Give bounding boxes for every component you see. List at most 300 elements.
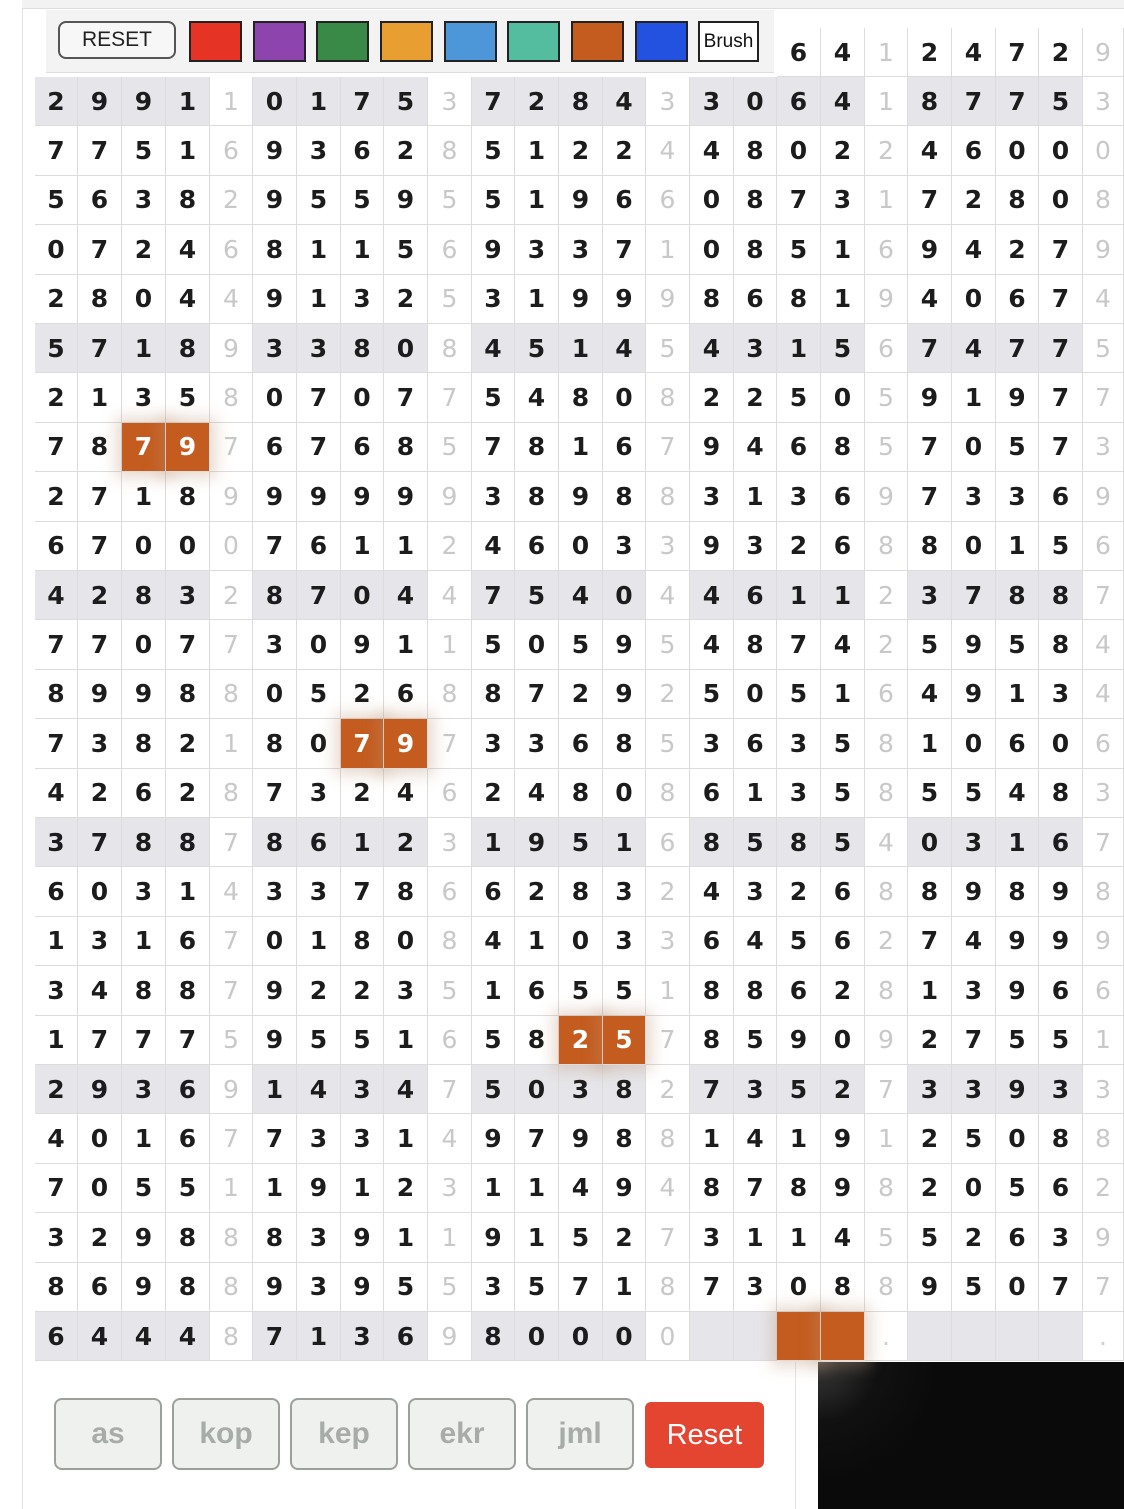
grid-cell[interactable]: 3 bbox=[428, 1164, 472, 1213]
grid-cell[interactable]: 5 bbox=[559, 620, 603, 669]
grid-cell[interactable]: 1 bbox=[384, 1016, 428, 1065]
grid-cell[interactable]: 2 bbox=[35, 472, 78, 521]
swatch-dark-orange[interactable] bbox=[571, 21, 624, 62]
grid-cell[interactable]: 1 bbox=[166, 126, 210, 175]
grid-cell[interactable]: 9 bbox=[865, 275, 908, 324]
grid-cell[interactable]: 1 bbox=[341, 522, 384, 571]
grid-cell[interactable]: 6 bbox=[515, 966, 559, 1015]
grid-cell[interactable]: 8 bbox=[1039, 571, 1083, 620]
grid-cell[interactable]: 4 bbox=[166, 275, 210, 324]
grid-cell[interactable]: 2 bbox=[166, 769, 210, 818]
grid-cell[interactable]: 4 bbox=[384, 769, 428, 818]
grid-cell[interactable]: 4 bbox=[865, 818, 908, 867]
grid-cell[interactable]: 9 bbox=[78, 77, 122, 126]
grid-cell[interactable]: 8 bbox=[166, 818, 210, 867]
grid-cell[interactable]: 1 bbox=[297, 917, 341, 966]
grid-cell[interactable]: 5 bbox=[952, 1263, 996, 1312]
grid-cell[interactable]: 8 bbox=[690, 1016, 734, 1065]
grid-cell[interactable]: 7 bbox=[210, 818, 253, 867]
grid-cell[interactable]: 4 bbox=[472, 522, 515, 571]
grid-cell[interactable]: 0 bbox=[996, 1263, 1039, 1312]
grid-cell[interactable]: 8 bbox=[210, 670, 253, 719]
grid-cell[interactable]: 9 bbox=[603, 1164, 646, 1213]
grid-cell[interactable]: 1 bbox=[952, 373, 996, 422]
grid-cell[interactable]: 8 bbox=[384, 423, 428, 472]
grid-cell[interactable]: 6 bbox=[35, 867, 78, 916]
grid-cell[interactable]: 6 bbox=[472, 867, 515, 916]
grid-cell[interactable]: 7 bbox=[996, 324, 1039, 373]
grid-cell[interactable]: 9 bbox=[341, 472, 384, 521]
grid-cell[interactable]: 1 bbox=[166, 867, 210, 916]
grid-cell[interactable]: 1 bbox=[559, 423, 603, 472]
grid-cell[interactable]: 5 bbox=[559, 1213, 603, 1262]
grid-cell[interactable]: 7 bbox=[1039, 324, 1083, 373]
grid-cell[interactable]: 7 bbox=[253, 1114, 297, 1163]
grid-cell[interactable]: 5 bbox=[341, 1016, 384, 1065]
grid-cell[interactable]: 3 bbox=[297, 769, 341, 818]
grid-cell[interactable]: 8 bbox=[996, 176, 1039, 225]
grid-cell[interactable]: 0 bbox=[253, 373, 297, 422]
grid-cell[interactable]: 8 bbox=[166, 324, 210, 373]
grid-cell[interactable]: 5 bbox=[122, 126, 166, 175]
grid-cell[interactable]: 3 bbox=[472, 1263, 515, 1312]
grid-cell[interactable]: 4 bbox=[559, 571, 603, 620]
grid-cell[interactable]: 9 bbox=[210, 1065, 253, 1114]
grid-cell[interactable]: 2 bbox=[384, 275, 428, 324]
grid-cell[interactable]: 8 bbox=[166, 966, 210, 1015]
grid-cell[interactable]: 7 bbox=[908, 917, 952, 966]
grid-cell[interactable]: 8 bbox=[865, 966, 908, 1015]
grid-cell[interactable]: 3 bbox=[1083, 77, 1124, 126]
grid-cell[interactable]: 1 bbox=[515, 1164, 559, 1213]
grid-cell[interactable]: 4 bbox=[515, 373, 559, 422]
grid-cell[interactable]: 3 bbox=[734, 324, 777, 373]
grid-cell[interactable]: 6 bbox=[996, 275, 1039, 324]
grid-cell[interactable]: 0 bbox=[952, 275, 996, 324]
grid-cell[interactable]: 9 bbox=[515, 818, 559, 867]
grid-cell[interactable]: 3 bbox=[603, 917, 646, 966]
grid-cell[interactable]: 9 bbox=[297, 472, 341, 521]
grid-cell[interactable]: 7 bbox=[1039, 275, 1083, 324]
grid-cell[interactable]: 5 bbox=[559, 966, 603, 1015]
grid-cell[interactable]: 3 bbox=[734, 1065, 777, 1114]
grid-cell[interactable]: 6 bbox=[777, 77, 821, 126]
grid-cell[interactable]: 0 bbox=[253, 77, 297, 126]
grid-cell[interactable]: 8 bbox=[166, 1213, 210, 1262]
grid-cell[interactable]: 0 bbox=[78, 867, 122, 916]
grid-cell[interactable]: 9 bbox=[210, 324, 253, 373]
grid-cell[interactable]: 3 bbox=[122, 373, 166, 422]
grid-cell[interactable]: 5 bbox=[777, 1065, 821, 1114]
grid-cell[interactable]: 3 bbox=[428, 818, 472, 867]
grid-cell[interactable]: 4 bbox=[690, 867, 734, 916]
grid-cell[interactable]: 1 bbox=[472, 966, 515, 1015]
grid-cell[interactable]: 0 bbox=[559, 1312, 603, 1361]
grid-cell[interactable]: 9 bbox=[297, 1164, 341, 1213]
grid-cell[interactable]: 8 bbox=[908, 77, 952, 126]
grid-cell[interactable]: 2 bbox=[952, 176, 996, 225]
swatch-teal[interactable] bbox=[507, 21, 560, 62]
grid-cell[interactable]: 1 bbox=[777, 1114, 821, 1163]
grid-cell[interactable]: 7 bbox=[122, 423, 166, 472]
grid-cell[interactable]: 7 bbox=[78, 1016, 122, 1065]
grid-cell[interactable]: 1 bbox=[253, 1065, 297, 1114]
grid-cell[interactable]: 7 bbox=[1083, 1263, 1124, 1312]
grid-cell[interactable]: 4 bbox=[210, 867, 253, 916]
jml-button[interactable]: jml bbox=[526, 1398, 634, 1470]
grid-cell[interactable]: 4 bbox=[734, 1114, 777, 1163]
grid-cell[interactable]: 1 bbox=[908, 719, 952, 768]
grid-cell[interactable]: 6 bbox=[35, 1312, 78, 1361]
grid-cell[interactable]: 0 bbox=[559, 917, 603, 966]
grid-cell[interactable]: 0 bbox=[384, 917, 428, 966]
grid-cell[interactable]: 3 bbox=[1083, 423, 1124, 472]
grid-cell[interactable]: 1 bbox=[908, 966, 952, 1015]
grid-cell[interactable]: 6 bbox=[690, 917, 734, 966]
grid-cell[interactable]: 5 bbox=[35, 176, 78, 225]
grid-cell[interactable]: 1 bbox=[297, 1312, 341, 1361]
grid-cell[interactable]: 5 bbox=[472, 1065, 515, 1114]
grid-cell[interactable]: 2 bbox=[646, 867, 690, 916]
grid-cell[interactable]: 1 bbox=[297, 77, 341, 126]
grid-cell[interactable]: 7 bbox=[78, 472, 122, 521]
grid-cell[interactable]: 7 bbox=[122, 1016, 166, 1065]
grid-cell[interactable]: 6 bbox=[297, 522, 341, 571]
grid-cell[interactable]: 5 bbox=[777, 670, 821, 719]
grid-cell[interactable]: 4 bbox=[297, 1065, 341, 1114]
grid-cell[interactable]: 0 bbox=[646, 1312, 690, 1361]
grid-cell[interactable]: 8 bbox=[35, 1263, 78, 1312]
grid-cell[interactable]: 7 bbox=[908, 423, 952, 472]
grid-cell[interactable]: 6 bbox=[734, 571, 777, 620]
grid-cell[interactable]: 7 bbox=[166, 1016, 210, 1065]
grid-cell[interactable]: 2 bbox=[166, 719, 210, 768]
grid-cell[interactable]: 2 bbox=[865, 571, 908, 620]
grid-cell[interactable]: 8 bbox=[35, 670, 78, 719]
grid-cell[interactable]: 0 bbox=[210, 522, 253, 571]
grid-cell[interactable]: 2 bbox=[384, 126, 428, 175]
grid-cell[interactable]: 0 bbox=[734, 77, 777, 126]
grid-cell[interactable]: 8 bbox=[690, 966, 734, 1015]
grid-cell[interactable]: 3 bbox=[341, 275, 384, 324]
grid-cell[interactable]: 5 bbox=[472, 1016, 515, 1065]
grid-cell[interactable]: 3 bbox=[384, 966, 428, 1015]
grid-cell[interactable]: 7 bbox=[341, 77, 384, 126]
grid-cell[interactable]: 7 bbox=[646, 1213, 690, 1262]
grid-cell[interactable]: 9 bbox=[166, 423, 210, 472]
grid-cell[interactable]: 0 bbox=[821, 1016, 865, 1065]
grid-cell[interactable]: 8 bbox=[341, 324, 384, 373]
grid-cell[interactable]: 5 bbox=[166, 373, 210, 422]
grid-cell[interactable]: 8 bbox=[1083, 867, 1124, 916]
grid-cell[interactable]: 6 bbox=[559, 719, 603, 768]
grid-cell[interactable]: 1 bbox=[166, 77, 210, 126]
grid-cell[interactable]: 6 bbox=[603, 423, 646, 472]
as-button[interactable]: as bbox=[54, 1398, 162, 1470]
grid-cell[interactable]: 1 bbox=[996, 818, 1039, 867]
grid-cell[interactable]: 3 bbox=[734, 1263, 777, 1312]
grid-cell[interactable]: 5 bbox=[122, 1164, 166, 1213]
grid-cell[interactable]: 8 bbox=[559, 373, 603, 422]
grid-cell[interactable]: 5 bbox=[821, 818, 865, 867]
grid-cell[interactable]: 1 bbox=[821, 670, 865, 719]
grid-cell[interactable]: 9 bbox=[996, 1065, 1039, 1114]
grid-cell[interactable]: 8 bbox=[734, 176, 777, 225]
grid-cell[interactable]: 1 bbox=[777, 571, 821, 620]
grid-cell[interactable]: 2 bbox=[515, 77, 559, 126]
grid-cell[interactable]: 6 bbox=[515, 522, 559, 571]
grid-cell[interactable]: 9 bbox=[253, 472, 297, 521]
grid-cell[interactable]: 7 bbox=[472, 423, 515, 472]
grid-cell[interactable]: 6 bbox=[603, 176, 646, 225]
grid-cell[interactable]: 5 bbox=[996, 1016, 1039, 1065]
grid-cell[interactable] bbox=[996, 1312, 1039, 1361]
grid-cell[interactable]: 7 bbox=[428, 719, 472, 768]
grid-cell[interactable]: 5 bbox=[865, 373, 908, 422]
grid-cell[interactable]: 4 bbox=[1083, 620, 1124, 669]
grid-cell[interactable]: 8 bbox=[734, 126, 777, 175]
grid-cell[interactable]: 4 bbox=[78, 1312, 122, 1361]
grid-cell[interactable]: 3 bbox=[1039, 1065, 1083, 1114]
grid-cell[interactable]: 8 bbox=[166, 670, 210, 719]
grid-cell[interactable]: 8 bbox=[253, 225, 297, 274]
grid-cell[interactable]: 1 bbox=[341, 225, 384, 274]
grid-cell[interactable]: 4 bbox=[166, 1312, 210, 1361]
grid-cell[interactable]: 9 bbox=[384, 719, 428, 768]
grid-cell[interactable]: 3 bbox=[952, 818, 996, 867]
grid-cell[interactable]: 0 bbox=[515, 620, 559, 669]
grid-cell[interactable]: 7 bbox=[515, 670, 559, 719]
grid-cell[interactable]: 3 bbox=[122, 867, 166, 916]
grid-cell[interactable]: 3 bbox=[78, 917, 122, 966]
grid-cell[interactable]: 0 bbox=[297, 719, 341, 768]
grid-cell[interactable]: 6 bbox=[428, 225, 472, 274]
grid-cell[interactable]: 6 bbox=[341, 423, 384, 472]
grid-cell[interactable]: 8 bbox=[78, 423, 122, 472]
grid-cell[interactable]: 0 bbox=[603, 373, 646, 422]
grid-cell[interactable]: 2 bbox=[952, 1213, 996, 1262]
grid-cell[interactable]: 3 bbox=[166, 571, 210, 620]
grid-cell[interactable]: 8 bbox=[646, 1114, 690, 1163]
grid-cell[interactable]: 7 bbox=[734, 1164, 777, 1213]
grid-cell[interactable]: 5 bbox=[734, 1016, 777, 1065]
grid-cell[interactable]: 4 bbox=[908, 670, 952, 719]
grid-cell[interactable]: 4 bbox=[734, 917, 777, 966]
kep-button[interactable]: kep bbox=[290, 1398, 398, 1470]
grid-cell[interactable]: 1 bbox=[646, 225, 690, 274]
grid-cell[interactable]: 1 bbox=[734, 769, 777, 818]
grid-cell[interactable]: 8 bbox=[253, 719, 297, 768]
grid-cell[interactable]: 1 bbox=[384, 522, 428, 571]
grid-cell[interactable]: 5 bbox=[777, 225, 821, 274]
grid-cell[interactable]: 9 bbox=[952, 670, 996, 719]
grid-cell[interactable]: 8 bbox=[515, 472, 559, 521]
grid-cell[interactable]: 9 bbox=[908, 225, 952, 274]
grid-cell[interactable]: 4 bbox=[646, 126, 690, 175]
grid-cell[interactable]: 3 bbox=[253, 620, 297, 669]
grid-cell[interactable]: 8 bbox=[865, 719, 908, 768]
grid-cell[interactable]: 8 bbox=[1039, 769, 1083, 818]
grid-cell[interactable]: 6 bbox=[821, 472, 865, 521]
grid-cell[interactable]: 2 bbox=[559, 126, 603, 175]
grid-cell[interactable]: 4 bbox=[35, 769, 78, 818]
grid-cell[interactable] bbox=[777, 1312, 821, 1361]
grid-cell[interactable]: 3 bbox=[341, 1065, 384, 1114]
grid-cell[interactable]: 0 bbox=[952, 522, 996, 571]
grid-cell[interactable]: 5 bbox=[384, 77, 428, 126]
grid-cell[interactable]: 0 bbox=[122, 522, 166, 571]
grid-cell[interactable]: 3 bbox=[35, 818, 78, 867]
grid-cell[interactable]: 6 bbox=[821, 917, 865, 966]
grid-cell[interactable]: 5 bbox=[777, 917, 821, 966]
grid-cell[interactable]: 8 bbox=[341, 917, 384, 966]
grid-cell[interactable]: 8 bbox=[253, 571, 297, 620]
grid-cell[interactable]: 1 bbox=[78, 373, 122, 422]
grid-cell[interactable]: 1 bbox=[341, 818, 384, 867]
grid-cell[interactable]: 0 bbox=[35, 225, 78, 274]
grid-cell[interactable]: 6 bbox=[1039, 966, 1083, 1015]
grid-cell[interactable]: 3 bbox=[253, 324, 297, 373]
grid-cell[interactable]: 8 bbox=[210, 1312, 253, 1361]
grid-cell[interactable]: 4 bbox=[646, 1164, 690, 1213]
grid-cell[interactable]: 8 bbox=[996, 571, 1039, 620]
grid-cell[interactable]: 7 bbox=[78, 522, 122, 571]
grid-cell[interactable]: 7 bbox=[690, 1263, 734, 1312]
grid-cell[interactable]: 1 bbox=[777, 1213, 821, 1262]
grid-cell[interactable]: 6 bbox=[428, 1016, 472, 1065]
grid-cell[interactable]: 5 bbox=[777, 373, 821, 422]
grid-cell[interactable]: 8 bbox=[865, 867, 908, 916]
grid-cell[interactable]: 2 bbox=[646, 1065, 690, 1114]
grid-cell[interactable]: 2 bbox=[821, 126, 865, 175]
grid-cell[interactable]: 9 bbox=[253, 176, 297, 225]
grid-cell[interactable]: 6 bbox=[865, 324, 908, 373]
grid-cell[interactable]: 4 bbox=[646, 571, 690, 620]
grid-cell[interactable]: 8 bbox=[166, 472, 210, 521]
grid-cell[interactable]: 5 bbox=[1039, 77, 1083, 126]
grid-cell[interactable]: 2 bbox=[384, 1164, 428, 1213]
grid-cell[interactable]: 5 bbox=[865, 1213, 908, 1262]
grid-cell[interactable]: 8 bbox=[166, 176, 210, 225]
grid-cell[interactable]: 0 bbox=[253, 917, 297, 966]
grid-cell[interactable]: 9 bbox=[996, 966, 1039, 1015]
grid-cell[interactable] bbox=[821, 1312, 865, 1361]
grid-cell[interactable]: 5 bbox=[646, 620, 690, 669]
grid-cell[interactable]: 9 bbox=[384, 472, 428, 521]
grid-cell[interactable]: 8 bbox=[122, 719, 166, 768]
grid-cell[interactable]: 1 bbox=[734, 1213, 777, 1262]
grid-cell[interactable]: 6 bbox=[1083, 719, 1124, 768]
grid-cell[interactable]: 9 bbox=[952, 867, 996, 916]
grid-cell[interactable]: 5 bbox=[646, 719, 690, 768]
grid-cell[interactable]: 8 bbox=[821, 423, 865, 472]
grid-cell[interactable]: 3 bbox=[297, 324, 341, 373]
grid-cell[interactable]: 3 bbox=[603, 522, 646, 571]
grid-cell[interactable]: 0 bbox=[559, 522, 603, 571]
reset-top-button[interactable]: RESET bbox=[58, 21, 176, 59]
grid-cell[interactable]: 8 bbox=[646, 1263, 690, 1312]
grid-cell[interactable]: 2 bbox=[559, 1016, 603, 1065]
grid-cell[interactable]: 8 bbox=[210, 373, 253, 422]
grid-cell[interactable]: 4 bbox=[690, 620, 734, 669]
grid-cell[interactable]: 5 bbox=[297, 1016, 341, 1065]
grid-cell[interactable]: 8 bbox=[777, 818, 821, 867]
grid-cell[interactable]: 3 bbox=[297, 1114, 341, 1163]
grid-cell[interactable]: 0 bbox=[253, 670, 297, 719]
grid-cell[interactable]: 5 bbox=[908, 1213, 952, 1262]
ekr-button[interactable]: ekr bbox=[408, 1398, 516, 1470]
grid-cell[interactable]: 1 bbox=[122, 472, 166, 521]
grid-cell[interactable]: 3 bbox=[297, 1213, 341, 1262]
grid-cell[interactable]: 7 bbox=[908, 176, 952, 225]
grid-cell[interactable]: 4 bbox=[821, 1213, 865, 1262]
grid-cell[interactable]: 3 bbox=[1039, 670, 1083, 719]
grid-cell[interactable]: 9 bbox=[253, 1263, 297, 1312]
grid-cell[interactable]: 0 bbox=[122, 275, 166, 324]
grid-cell[interactable]: 9 bbox=[253, 966, 297, 1015]
grid-cell[interactable]: 9 bbox=[996, 917, 1039, 966]
grid-cell[interactable]: 4 bbox=[122, 1312, 166, 1361]
grid-cell[interactable]: 3 bbox=[646, 522, 690, 571]
grid-cell[interactable]: 7 bbox=[253, 522, 297, 571]
grid-cell[interactable]: 6 bbox=[166, 1114, 210, 1163]
grid-cell[interactable]: 2 bbox=[210, 176, 253, 225]
grid-cell[interactable]: 3 bbox=[122, 176, 166, 225]
grid-cell[interactable]: 9 bbox=[777, 1016, 821, 1065]
grid-cell[interactable]: 8 bbox=[1039, 1114, 1083, 1163]
grid-cell[interactable]: 1 bbox=[515, 176, 559, 225]
grid-cell[interactable]: 7 bbox=[777, 176, 821, 225]
grid-cell[interactable]: 8 bbox=[384, 867, 428, 916]
grid-cell[interactable]: 1 bbox=[515, 917, 559, 966]
grid-cell[interactable]: 7 bbox=[78, 225, 122, 274]
grid-cell[interactable]: 6 bbox=[1039, 1164, 1083, 1213]
grid-cell[interactable]: 5 bbox=[996, 620, 1039, 669]
grid-cell[interactable]: 1 bbox=[210, 719, 253, 768]
grid-cell[interactable]: 9 bbox=[908, 373, 952, 422]
grid-cell[interactable]: 7 bbox=[472, 571, 515, 620]
grid-cell[interactable]: 7 bbox=[646, 1016, 690, 1065]
grid-cell[interactable]: 4 bbox=[908, 275, 952, 324]
grid-cell[interactable]: 9 bbox=[1083, 28, 1124, 77]
grid-cell[interactable]: 6 bbox=[384, 1312, 428, 1361]
grid-cell[interactable]: 4 bbox=[952, 28, 996, 77]
grid-cell[interactable]: 3 bbox=[603, 867, 646, 916]
grid-cell[interactable]: 3 bbox=[515, 225, 559, 274]
grid-cell[interactable]: 1 bbox=[821, 275, 865, 324]
grid-cell[interactable]: 5 bbox=[515, 571, 559, 620]
grid-cell[interactable]: 7 bbox=[210, 423, 253, 472]
grid-cell[interactable]: 5 bbox=[35, 324, 78, 373]
grid-cell[interactable]: 5 bbox=[515, 324, 559, 373]
grid-cell[interactable]: 5 bbox=[646, 324, 690, 373]
grid-cell[interactable]: 0 bbox=[952, 1164, 996, 1213]
grid-cell[interactable]: 1 bbox=[865, 28, 908, 77]
grid-cell[interactable]: 0 bbox=[515, 1312, 559, 1361]
grid-cell[interactable]: 3 bbox=[908, 1065, 952, 1114]
grid-cell[interactable]: 4 bbox=[952, 917, 996, 966]
grid-cell[interactable]: 5 bbox=[690, 670, 734, 719]
grid-cell[interactable]: 8 bbox=[428, 126, 472, 175]
grid-cell[interactable]: 3 bbox=[35, 1213, 78, 1262]
grid-cell[interactable]: 6 bbox=[122, 769, 166, 818]
grid-cell[interactable]: 3 bbox=[297, 867, 341, 916]
grid-cell[interactable]: 0 bbox=[952, 423, 996, 472]
grid-cell[interactable]: 0 bbox=[384, 324, 428, 373]
grid-cell[interactable]: 3 bbox=[777, 769, 821, 818]
grid-cell[interactable]: 4 bbox=[515, 769, 559, 818]
grid-cell[interactable]: 4 bbox=[384, 1065, 428, 1114]
